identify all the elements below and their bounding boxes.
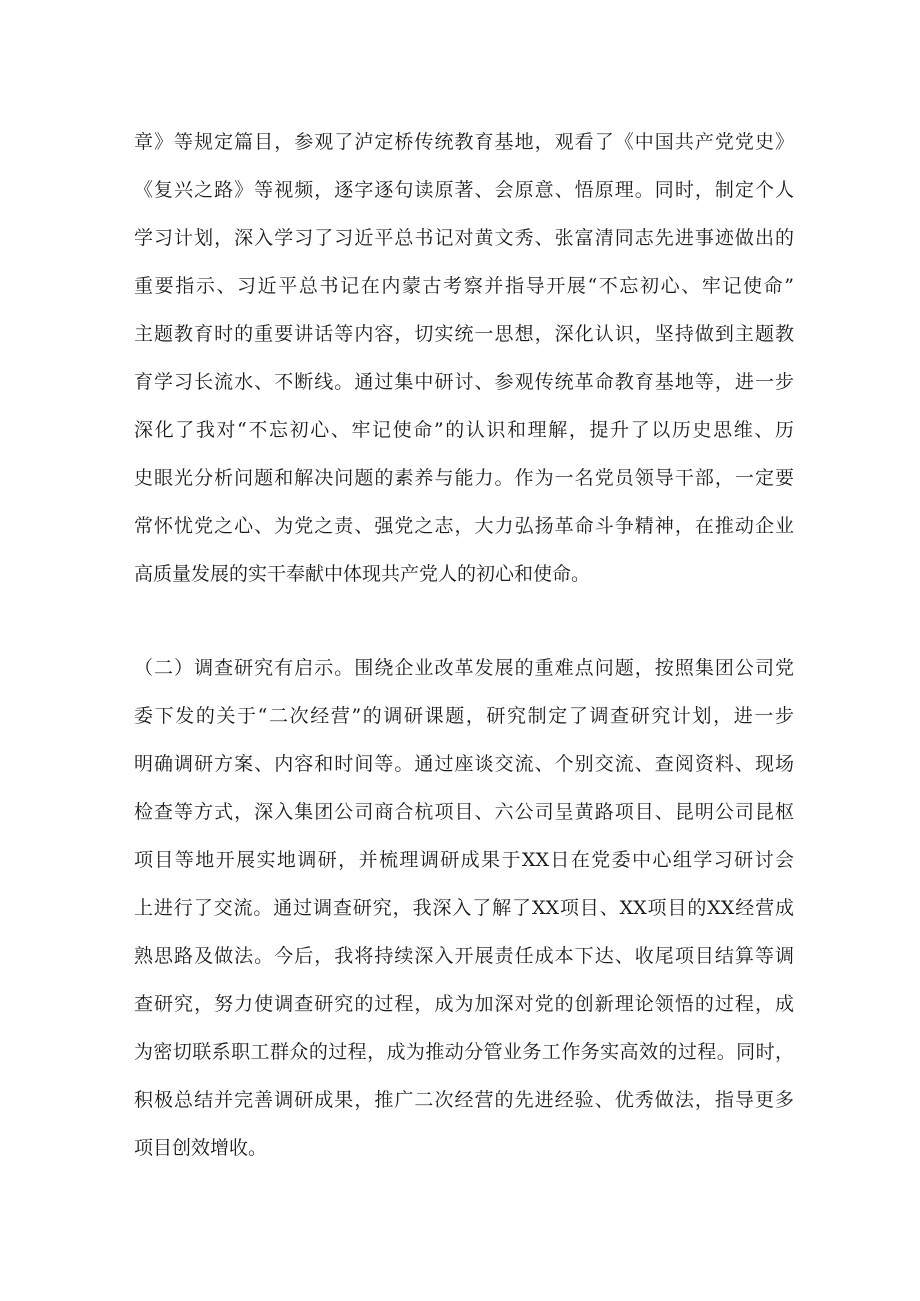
text-line: 《复兴之路》等视频，逐字逐句读原著、会原意、悟原理。同时，制定个人 xyxy=(134,179,794,201)
text-line: 史眼光分析问题和解决问题的素养与能力。作为一名党员领导干部，一定要 xyxy=(134,467,794,489)
text-line: 常怀忧党之心、为党之责、强党之志，大力弘扬革命斗争精神，在推动企业 xyxy=(134,515,794,537)
text-line: 学习计划，深入学习了习近平总书记对黄文秀、张富清同志先进事迹做出的 xyxy=(134,227,794,249)
text-line: 上进行了交流。通过调查研究，我深入了解了XX项目、XX项目的XX经营成 xyxy=(134,897,794,919)
paragraph-study-learning xyxy=(134,118,794,598)
text-line: 章》等规定篇目，参观了泸定桥传统教育基地，观看了《中国共产党党史》 xyxy=(134,131,794,153)
text-line: 明确调研方案、内容和时间等。通过座谈交流、个别交流、查阅资料、现场 xyxy=(134,753,794,775)
text-line: 检查等方式，深入集团公司商合杭项目、六公司呈黄路项目、昆明公司昆枢 xyxy=(134,801,794,823)
text-line: 为密切联系职工群众的过程，成为推动分管业务工作务实高效的过程。同时， xyxy=(134,1041,794,1063)
text-line: 项目等地开展实地调研，并梳理调研成果于XX日在党委中心组学习研讨会 xyxy=(134,849,794,871)
text-line: 深化了我对“不忘初心、牢记使命”的认识和理解，提升了以历史思维、历 xyxy=(134,419,794,441)
text-line: 项目创效增收。 xyxy=(134,1137,268,1159)
text-line: 主题教育时的重要讲话等内容，切实统一思想，深化认识，坚持做到主题教 xyxy=(134,323,794,345)
text-line: 育学习长流水、不断线。通过集中研讨、参观传统革命教育基地等，进一步 xyxy=(134,371,794,393)
paragraph-investigation-research xyxy=(134,644,794,1172)
text-line: 积极总结并完善调研成果，推广二次经营的先进经验、优秀做法，指导更多 xyxy=(134,1089,794,1111)
text-line: 熟思路及做法。今后，我将持续深入开展责任成本下达、收尾项目结算等调 xyxy=(134,945,794,967)
text-line: （二）调查研究有启示。围绕企业改革发展的重难点问题，按照集团公司党 xyxy=(134,657,794,679)
text-line: 委下发的关于“二次经营”的调研课题，研究制定了调查研究计划，进一步 xyxy=(134,705,794,727)
text-line: 查研究，努力使调查研究的过程，成为加深对党的创新理论领悟的过程，成 xyxy=(134,993,794,1015)
text-line: 高质量发展的实干奉献中体现共产党人的初心和使命。 xyxy=(134,563,591,585)
text-line: 重要指示、习近平总书记在内蒙古考察并指导开展“不忘初心、牢记使命” xyxy=(134,275,794,297)
